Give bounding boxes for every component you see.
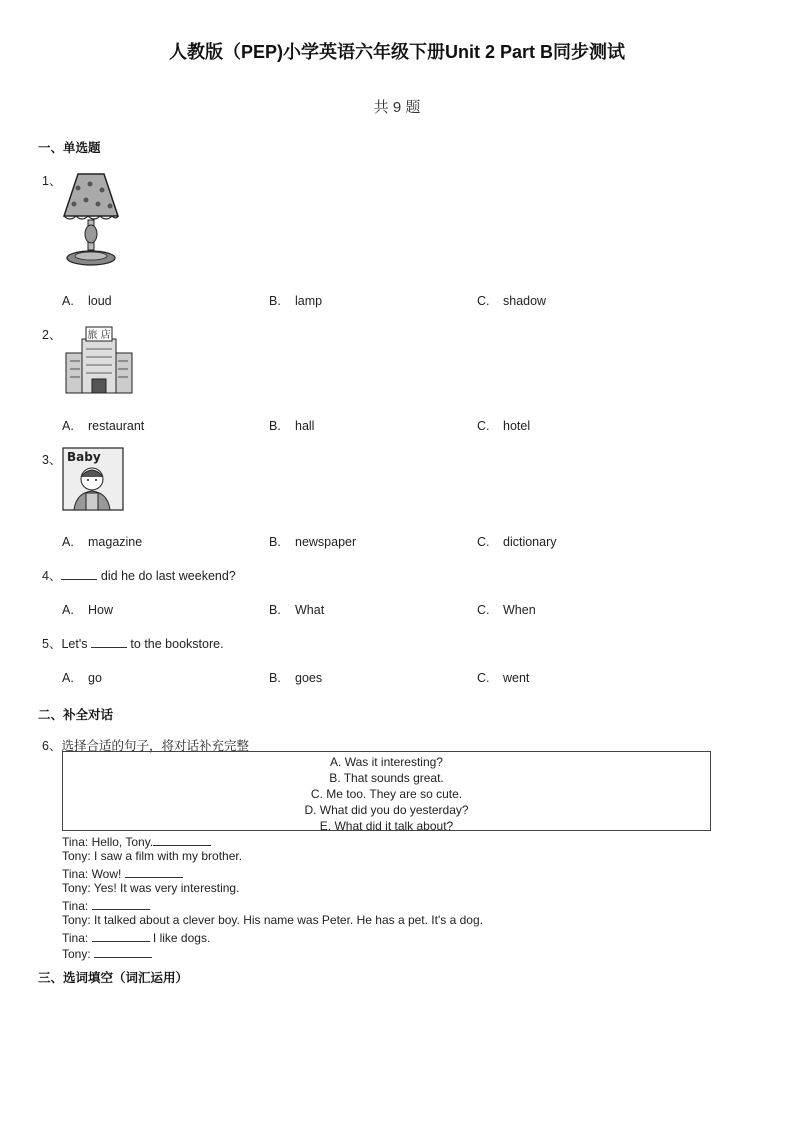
option-b[interactable]	[269, 603, 324, 617]
section-heading-dialog: 二、补全对话	[38, 708, 114, 722]
option-c[interactable]	[477, 419, 530, 433]
option-text: How	[88, 603, 114, 617]
dialog-line	[62, 929, 210, 945]
dialog-text: Tina: Wow!	[62, 867, 125, 881]
option-text: magazine	[88, 535, 143, 549]
option-letter: A.	[62, 603, 74, 617]
choice-item: E. What did it talk about?	[319, 819, 454, 833]
option-text: newspaper	[295, 535, 357, 549]
option-letter: B.	[269, 419, 281, 433]
option-letter: B.	[269, 535, 281, 549]
option-b[interactable]	[269, 294, 322, 308]
option-letter: B.	[269, 671, 281, 685]
dialog-line	[62, 881, 239, 895]
magazine-image	[62, 447, 124, 511]
option-letter: C.	[477, 603, 490, 617]
question-number: 6、	[42, 739, 62, 753]
dialog-line	[62, 897, 150, 913]
answer-blank[interactable]	[92, 929, 150, 942]
dialog-text: Tony: It talked about a clever boy. His name was Peter. He has a pet. It's a dog.	[62, 913, 483, 927]
option-text: restaurant	[88, 419, 145, 433]
dialog-line	[62, 945, 152, 961]
question-text: to the bookstore.	[126, 637, 224, 651]
lamp-image	[60, 170, 122, 268]
choice-item: D. What did you do yesterday?	[304, 803, 469, 817]
answer-blank[interactable]	[125, 865, 183, 878]
hotel-image	[62, 325, 136, 395]
question-number: 4、	[42, 569, 62, 583]
option-letter: B.	[269, 603, 281, 617]
choice-item: B. That sounds great.	[329, 771, 444, 785]
dialog-text: Tony: I saw a film with my brother.	[62, 849, 243, 863]
option-text: dictionary	[503, 535, 557, 549]
dialog-text: Tina:	[62, 899, 92, 913]
dialog-text: I like dogs.	[149, 931, 211, 945]
question-text: 选择合适的句子，将对话补充完整	[61, 739, 249, 753]
dialog-line	[62, 865, 183, 881]
question-number: 3、	[42, 453, 62, 467]
option-text: goes	[295, 671, 323, 685]
question-number: 2、	[42, 328, 62, 342]
question-stem	[42, 634, 224, 652]
question-stem	[42, 566, 236, 584]
option-text: loud	[88, 294, 112, 308]
question-number: 5、	[42, 637, 62, 651]
page-title: 人教版（PEP)小学英语六年级下册Unit 2 Part B同步测试	[168, 42, 626, 62]
option-a[interactable]	[62, 535, 142, 549]
option-b[interactable]	[269, 535, 356, 549]
option-letter: C.	[477, 294, 490, 308]
option-letter: C.	[477, 535, 490, 549]
hotel-sign-text: 旅 店	[87, 330, 111, 341]
question-count: 共 9 题	[373, 99, 421, 116]
answer-blank[interactable]	[153, 833, 211, 846]
question-number: 1、	[42, 174, 62, 188]
option-text: go	[88, 671, 102, 685]
option-letter: A.	[62, 671, 74, 685]
section-heading-word-fill: 三、选词填空（词汇运用）	[38, 971, 189, 985]
option-a[interactable]	[62, 671, 102, 685]
option-text: hall	[295, 419, 315, 433]
answer-blank[interactable]	[92, 897, 150, 910]
option-c[interactable]	[477, 294, 546, 308]
option-text: What	[295, 603, 325, 617]
option-c[interactable]	[477, 535, 557, 549]
choice-item: A. Was it interesting?	[330, 755, 443, 769]
dialog-line	[62, 913, 483, 927]
option-letter: B.	[269, 294, 281, 308]
section-heading-single-choice: 一、单选题	[38, 141, 101, 155]
answer-blank[interactable]	[91, 635, 127, 648]
option-letter: C.	[477, 419, 490, 433]
option-a[interactable]	[62, 603, 113, 617]
dialog-text: Tony:	[62, 947, 95, 961]
dialog-line	[62, 833, 211, 849]
dialog-text: Tony: Yes! It was very interesting.	[62, 881, 240, 895]
option-text: hotel	[503, 419, 531, 433]
option-a[interactable]	[62, 419, 144, 433]
option-text: When	[503, 603, 536, 617]
option-letter: C.	[477, 671, 490, 685]
choice-box	[62, 751, 711, 831]
option-c[interactable]	[477, 603, 536, 617]
option-b[interactable]	[269, 419, 314, 433]
option-b[interactable]	[269, 671, 322, 685]
question-text: did he do last weekend?	[97, 569, 236, 583]
magazine-cover-text: Baby	[67, 450, 101, 464]
answer-blank[interactable]	[94, 945, 152, 958]
option-letter: A.	[62, 419, 74, 433]
dialog-text: Tina: Hello, Tony.	[62, 835, 154, 849]
option-a[interactable]	[62, 294, 112, 308]
dialog-line	[62, 849, 242, 863]
option-letter: A.	[62, 294, 74, 308]
option-letter: A.	[62, 535, 74, 549]
option-text: went	[503, 671, 530, 685]
answer-blank[interactable]	[61, 567, 97, 580]
option-text: shadow	[503, 294, 547, 308]
dialog-text: Tina:	[62, 931, 92, 945]
option-text: lamp	[295, 294, 323, 308]
question-text: Let's	[61, 637, 91, 651]
choice-item: C. Me too. They are so cute.	[310, 787, 463, 801]
option-c[interactable]	[477, 671, 529, 685]
